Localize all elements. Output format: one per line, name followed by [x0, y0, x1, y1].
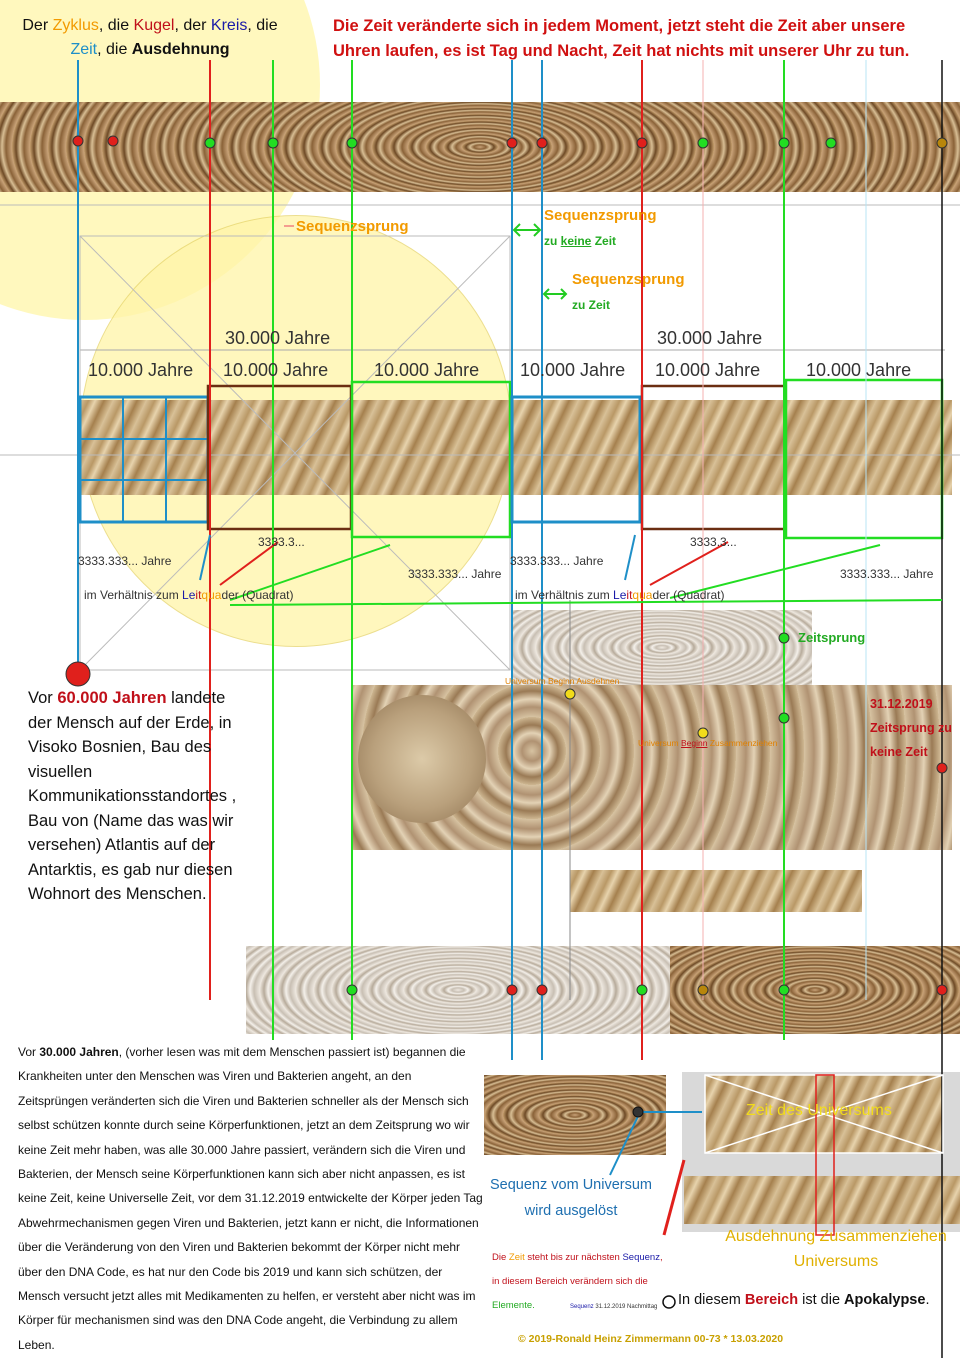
- green-dot: [779, 985, 789, 995]
- label-part: In diesem: [678, 1292, 745, 1308]
- title-zyklus: Zyklus: [52, 17, 99, 34]
- note-part: Sequenz: [570, 1304, 594, 1310]
- third-label: 3333.333... Jahre: [510, 554, 604, 568]
- sequenzsprung-label-b: Sequenzsprung: [544, 207, 657, 224]
- third-label: 3333.333... Jahre: [78, 554, 172, 568]
- green-dot: [637, 985, 647, 995]
- title-part: Der: [22, 17, 53, 34]
- green-dot: [779, 138, 789, 148]
- green-dot: [205, 138, 215, 148]
- label-line: wird ausgelöst: [524, 1203, 618, 1219]
- note-part: 31.12.2019 Nachmittag: [593, 1304, 658, 1310]
- red-dot: [637, 138, 647, 148]
- zu-zeit-label: zu Zeit: [572, 298, 610, 312]
- green-dot: [268, 138, 278, 148]
- label-part: Universum: [638, 738, 681, 748]
- green-dot: [347, 985, 357, 995]
- red-slash: [664, 1160, 684, 1235]
- green-dot: [698, 138, 708, 148]
- brown-frame-left: [208, 386, 351, 529]
- red-dot: [507, 138, 517, 148]
- black-dot: [633, 1107, 643, 1117]
- title-ausdehnung: Ausdehnung: [131, 41, 230, 58]
- yellow-dot: [565, 689, 575, 699]
- paragraph-part: landete der Mensch auf der Erde, in Visoko Bosnien, Bau des visuellen Kommunikationsstandortes , Bau von (Name das was wir versehen) Atlantis auf der Antarktis, es gab nur diesen Wohnort des Menschen.: [28, 689, 237, 903]
- red-dot: [537, 985, 547, 995]
- title-kugel: Kugel: [133, 17, 175, 34]
- years-10k: 10.000 Jahre: [88, 360, 194, 380]
- label-line: Universums: [793, 1253, 879, 1270]
- note-part: Sequenz: [622, 1252, 660, 1263]
- label-line: keine Zeit: [870, 745, 928, 759]
- years-10k: 10.000 Jahre: [806, 360, 912, 380]
- label-part: der (Quadrat): [652, 588, 725, 602]
- note-part: Die: [492, 1252, 509, 1263]
- headline-line: Die Zeit veränderte sich in jedem Moment, jetzt steht die Zeit aber unsere: [333, 17, 906, 35]
- years-30k-left: 30.000 Jahre: [225, 328, 331, 348]
- third-label: 3333.3...: [690, 535, 737, 549]
- universum-zusammen-label: [638, 738, 777, 748]
- big-red-dot: [66, 662, 90, 686]
- label-part: Bereich: [744, 1292, 799, 1308]
- red-dot: [507, 985, 517, 995]
- label-part: Le: [613, 588, 627, 602]
- hollow-dot: [663, 1296, 675, 1308]
- sequenzsprung-label-c: Sequenzsprung: [572, 271, 685, 288]
- label-line: Ausdehnung Zusammenziehen: [725, 1228, 947, 1245]
- pointer-line: [610, 1112, 640, 1175]
- third-label: 3333.3...: [258, 535, 305, 549]
- label-part: it: [626, 588, 633, 602]
- note-part: steht bis zur nächsten: [524, 1252, 623, 1263]
- label-part: Apokalypse: [844, 1292, 926, 1308]
- ratio-label-left: [84, 588, 293, 602]
- title-part: , die: [98, 17, 134, 34]
- label-part: .: [925, 1292, 930, 1308]
- headline-line: Uhren laufen, es ist Tag und Nacht, Zeit hat nichts mit unserer Uhr zu tun.: [333, 42, 910, 60]
- paragraph-part: Vor: [28, 689, 58, 707]
- zeitsprung-label: Zeitsprung: [798, 630, 866, 645]
- label-part: Ausdehnen: [574, 676, 620, 686]
- paragraph-part: , (vorher lesen was mit dem Menschen passiert ist) begannen die Krankheiten unter den Menschen was Viren und Bakterien angeht, an den Zeitsprüngen veränderten sich die Viren und Bakterien schneller als der Mensch sich selbst schützen konnte durch seine Körperfunktionen, jetzt an dem Zeitsprung wo wir keine Zeit mehr haben, was alle 30.000 Jahre passiert, verändern sich die Viren und Bakterien, der Mensch seine Körperfunktionen kann sich aber nicht anpassen, es ist keine Zeit, keine Universelle Zeit, vor dem 31.12.2019 entwickelte der Körper jeden Tag Abwehrmechanismen gegen Viren und Bakterien, jetzt kann er nicht, die Informationen über die Veränderung von den Viren und Bakterien bekommt der Körper nicht mehr über den DNA Code, es hat nur den Code bis 2019 und kann sich schützen, der Mensch versucht jetzt alles mit Medikamenten zu helfen, er versteht aber nicht was im Körper für mechanismen sind was den DNA Code angeht, die Verbindung zu allem Leben.: [18, 1045, 483, 1352]
- label-part: Beginn: [547, 676, 575, 686]
- note-line: [492, 1246, 663, 1270]
- title-kreis: Kreis: [210, 17, 248, 34]
- third-label: 3333.333... Jahre: [408, 567, 502, 581]
- ausdehnung-zusammenziehen-label: [714, 1224, 958, 1274]
- third-label: 3333.333... Jahre: [840, 567, 934, 581]
- gold-dot: [698, 985, 708, 995]
- blue-frame-left: [80, 397, 208, 522]
- sequenz-universum-label: [484, 1172, 658, 1224]
- thirty-thousand-paragraph: [18, 1040, 484, 1357]
- note-part: Zeit: [508, 1252, 525, 1263]
- note-line: in diesem Bereich verändern sich die: [492, 1276, 648, 1287]
- title-part: , die: [97, 41, 132, 58]
- green-dot: [347, 138, 357, 148]
- zu-keine-zeit-label: [544, 234, 616, 248]
- label-line: 31.12.2019: [870, 697, 933, 711]
- red-dot: [937, 763, 947, 773]
- note-part: ,: [659, 1252, 663, 1263]
- note-line: Elemente.: [492, 1300, 535, 1311]
- zeit-des-universums-label: Zeit des Universums: [746, 1102, 892, 1119]
- label-part: qua: [632, 588, 653, 602]
- years-30k-right: 30.000 Jahre: [657, 328, 763, 348]
- red-dot: [73, 136, 83, 146]
- years-10k: 10.000 Jahre: [374, 360, 480, 380]
- sequenzsprung-label-a: Sequenzsprung: [296, 218, 409, 235]
- universum-ausdehnen-label: [505, 676, 619, 686]
- title-zeit: Zeit: [70, 41, 98, 58]
- label-part: der (Quadrat): [221, 588, 294, 602]
- blue-frame-right: [512, 397, 640, 522]
- label-part: Beginn: [680, 738, 708, 748]
- label-part: keine: [560, 234, 592, 248]
- double-arrow-icon: [544, 289, 566, 299]
- label-part: Le: [182, 588, 196, 602]
- time-headline: [333, 14, 909, 64]
- yellow-dot: [698, 728, 708, 738]
- red-dot: [537, 138, 547, 148]
- date-jump-label: [870, 692, 952, 764]
- red-dot: [937, 985, 947, 995]
- years-10k: 10.000 Jahre: [520, 360, 626, 380]
- green-dot: [779, 633, 789, 643]
- copyright: © 2019-Ronald Heinz Zimmermann 00-73 * 13.03.2020: [518, 1333, 784, 1345]
- label-part: it: [195, 588, 202, 602]
- brown-frame-right: [642, 386, 785, 529]
- label-part: Universum: [505, 676, 548, 686]
- label-line: Sequenz vom Universum: [490, 1177, 652, 1193]
- sixty-thousand-paragraph: [28, 686, 250, 907]
- label-part: Zusammenziehen: [707, 738, 778, 748]
- green-frame-left: [352, 382, 510, 537]
- title-part: , die: [247, 17, 278, 34]
- double-arrow-icon: [514, 224, 540, 236]
- label-line: Zeitsprung zu: [870, 721, 952, 735]
- label-part: Zeit: [591, 234, 617, 248]
- cycle-title: [0, 14, 300, 62]
- ratio-label-right: [515, 588, 724, 602]
- paragraph-years: 30.000 Jahren: [39, 1045, 119, 1059]
- connector: [200, 535, 210, 580]
- tiny-sequence-note: [570, 1304, 657, 1310]
- green-dot: [826, 138, 836, 148]
- years-10k: 10.000 Jahre: [655, 360, 761, 380]
- label-part: im Verhältnis zum: [84, 588, 183, 602]
- paragraph-years: 60.000 Jahren: [57, 689, 167, 707]
- label-part: zu: [544, 234, 561, 248]
- label-part: im Verhältnis zum: [515, 588, 614, 602]
- red-dot: [108, 136, 118, 146]
- paragraph-part: Vor: [18, 1045, 40, 1059]
- gold-dot: [937, 138, 947, 148]
- connector: [625, 535, 635, 580]
- label-part: ist die: [798, 1292, 845, 1308]
- apokalypse-label: [678, 1292, 929, 1308]
- green-dot: [779, 713, 789, 723]
- red-ladder: [816, 1075, 834, 1235]
- label-part: qua: [201, 588, 222, 602]
- green-frame-right: [786, 380, 942, 538]
- years-10k: 10.000 Jahre: [223, 360, 329, 380]
- title-part: , der: [174, 17, 211, 34]
